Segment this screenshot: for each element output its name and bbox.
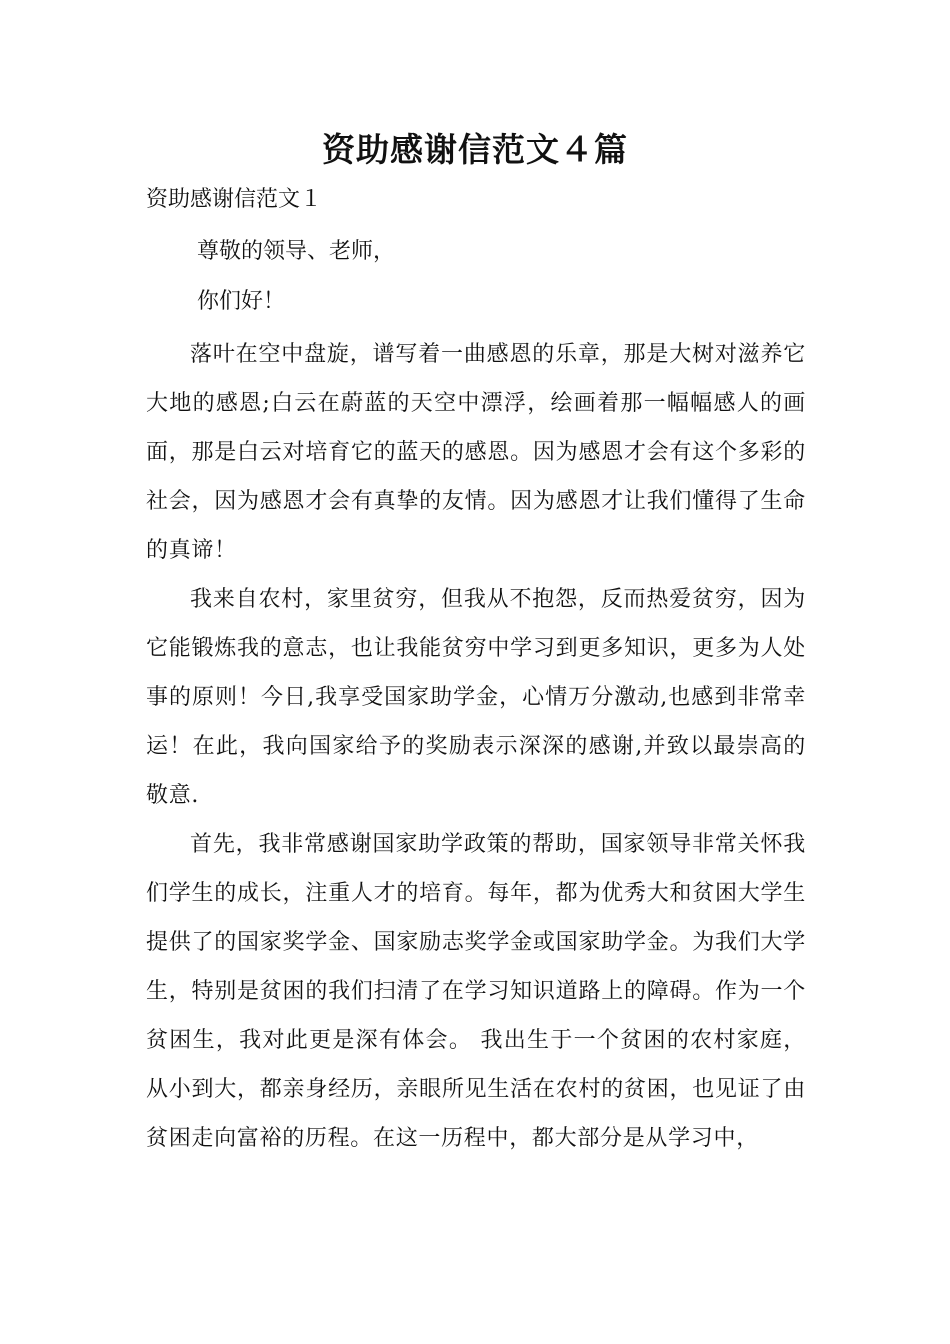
salutation: 尊敬的领导、老师， xyxy=(197,239,396,264)
letter-body xyxy=(146,330,806,1163)
greeting: 你们好！ xyxy=(197,289,286,314)
section-heading: 资助感谢信范文１ xyxy=(146,187,323,212)
document-title: 资助感谢信范文４篇 xyxy=(322,130,628,169)
paragraph-2: 我来自农村，家里贫穷，但我从不抱怨，反而热爱贫穷，因为它能锻炼我的意志，也让我能贫穷中学习到更多知识，更多为人处事的原则！今日,我享受国家助学金，心情万分激动,也感到非常幸运！在此，我向国家给予的奖励表示深深的感谢,并致以最崇高的敬意. xyxy=(146,587,806,808)
paragraph-3: 首先，我非常感谢国家助学政策的帮助，国家领导非常关怀我们学生的成长，注重人才的培育。每年，都为优秀大和贫困大学生提供了的国家奖学金、国家励志奖学金或国家助学金。为我们大学生，特别是贫困的我们扫清了在学习知识道路上的障碍。作为一个贫困生，我对此更是深有体会。 我出生于一个贫困的农村家庭，从小到大，都亲身经历，亲眼所见生活在农村的贫困，也见证了由贫困走向富裕的历程。在这一历程中，都大部分是从学习中， xyxy=(146,832,806,1151)
paragraph-1: 落叶在空中盘旋，谱写着一曲感恩的乐章，那是大树对滋养它大地的感恩;白云在蔚蓝的天空中漂浮，绘画着那一幅幅感人的画面，那是白云对培育它的蓝天的感恩。因为感恩才会有这个多彩的社会，因为感恩才会有真挚的友情。因为感恩才让我们懂得了生命的真谛！ xyxy=(146,342,806,563)
